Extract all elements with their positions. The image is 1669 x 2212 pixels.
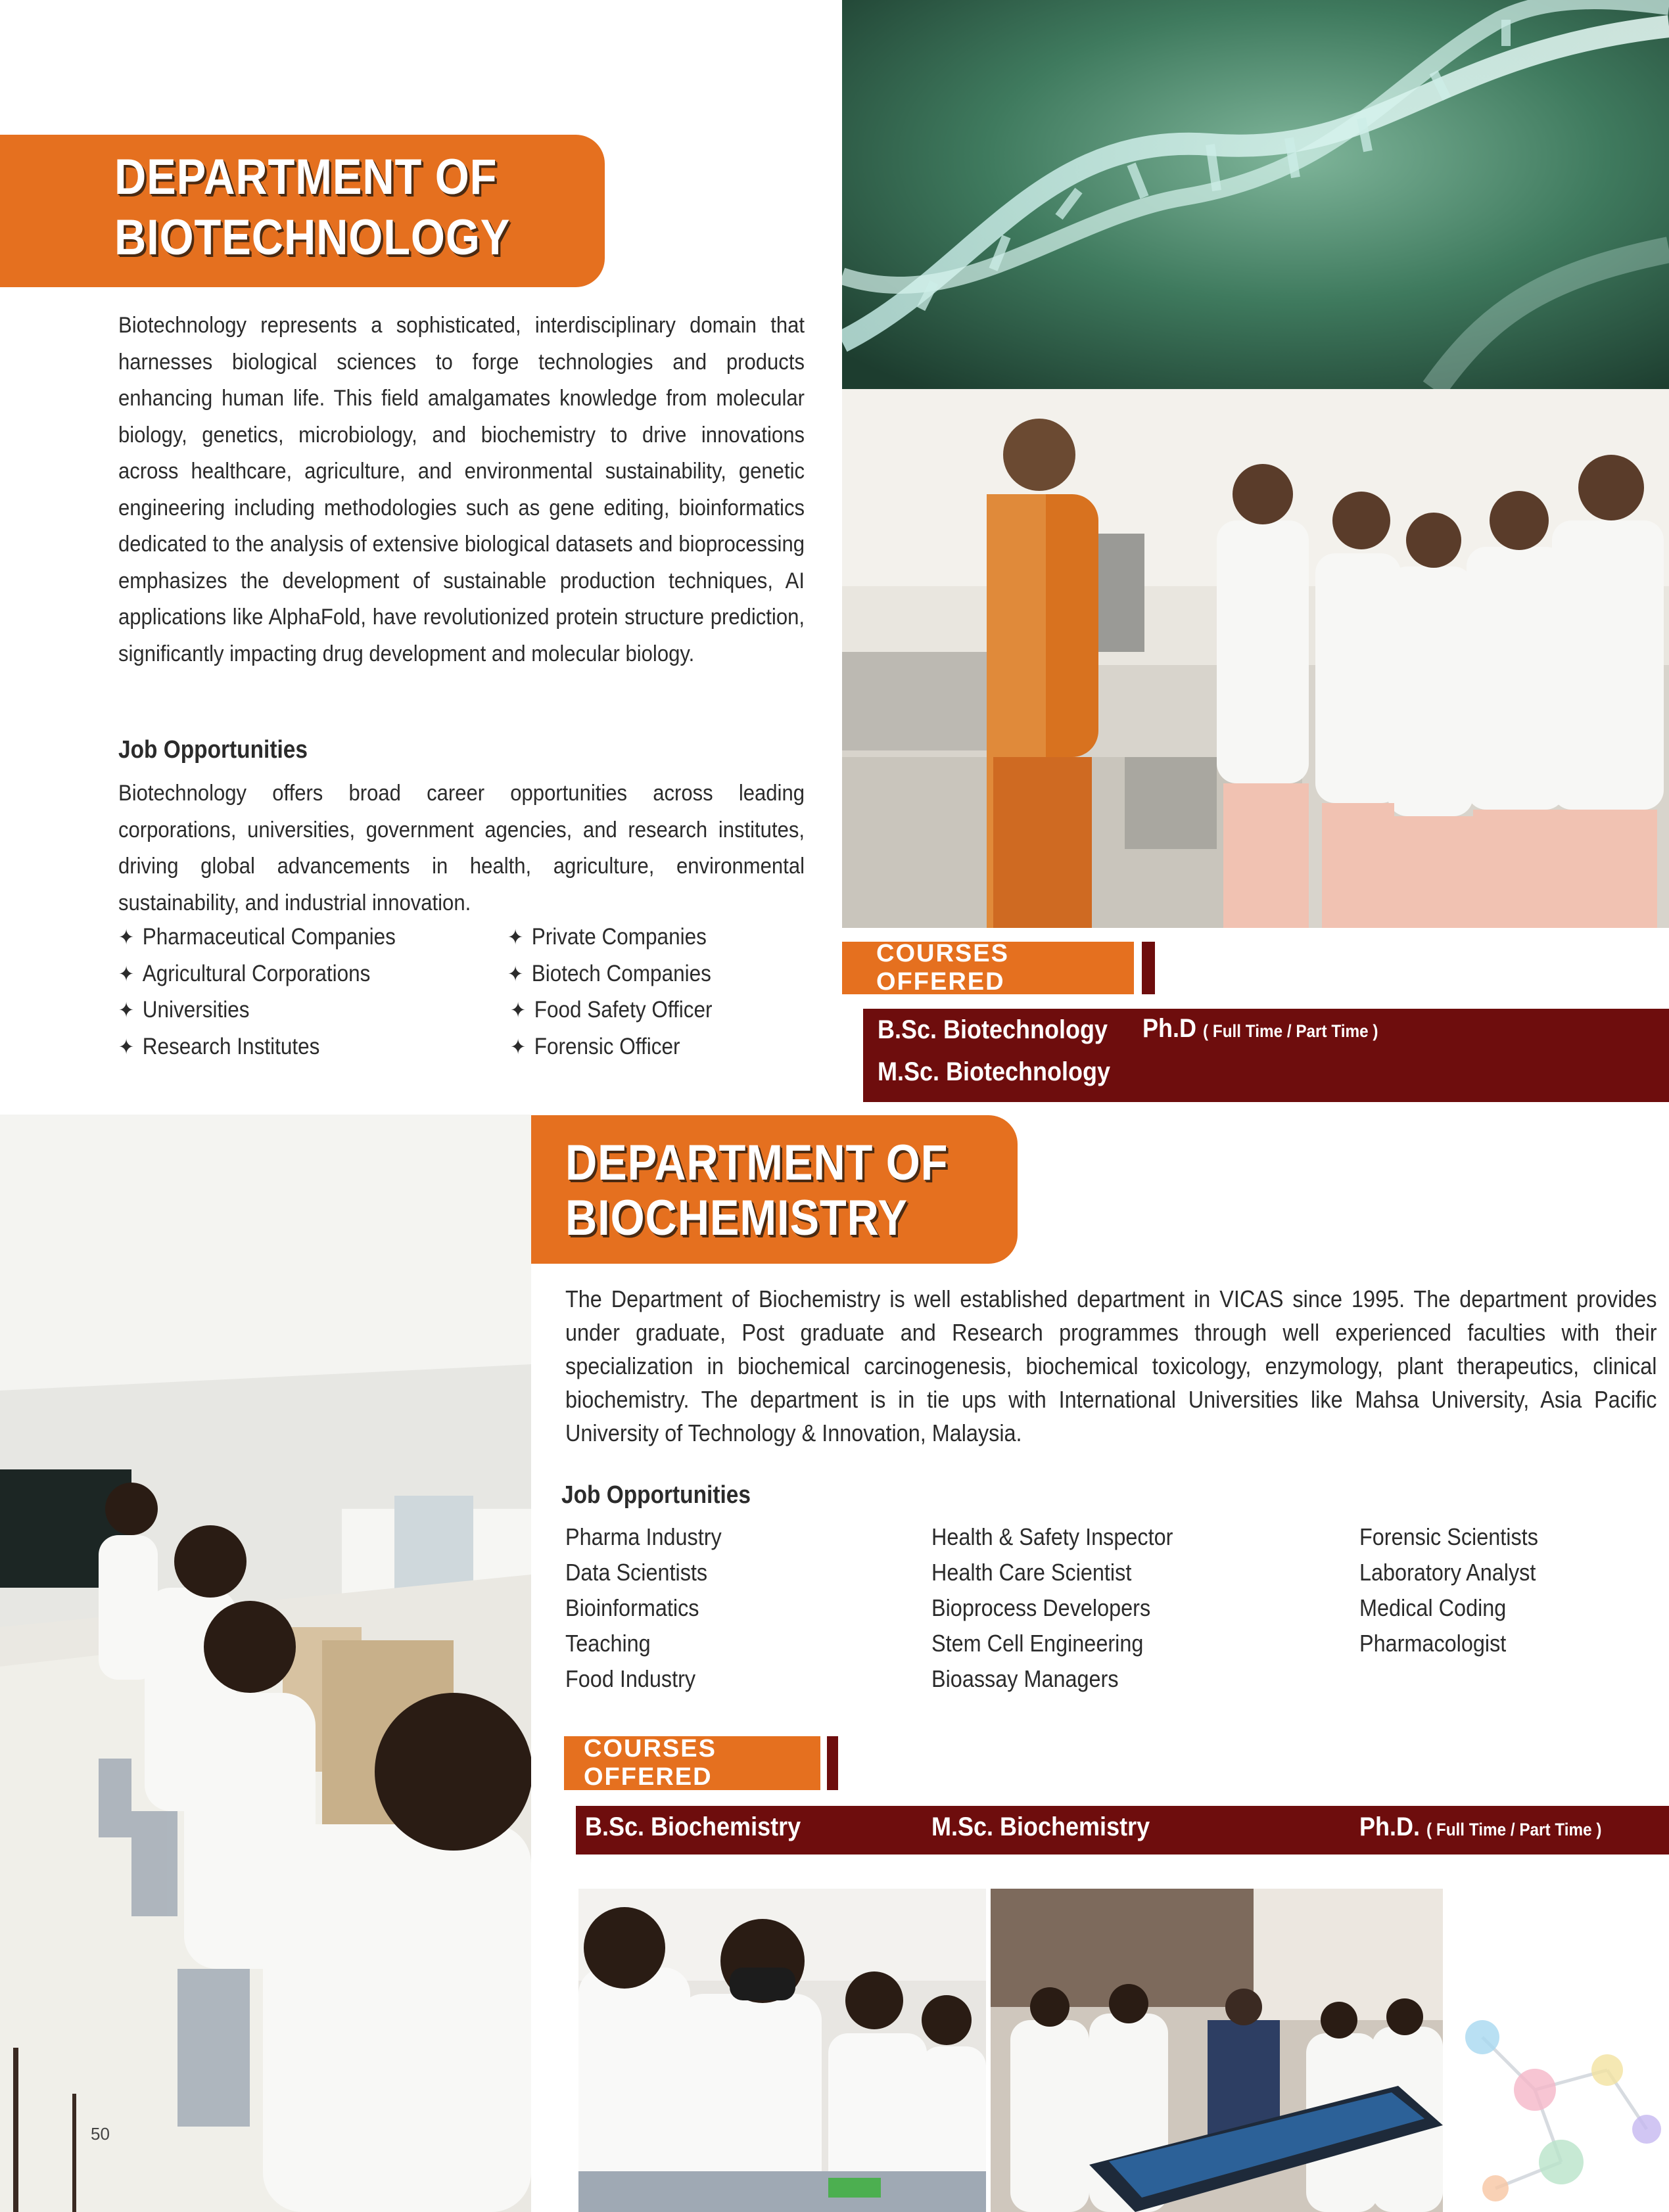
biochem-job-item: Bioinformatics (565, 1594, 699, 1621)
biotech-job-item: ✦ Pharmaceutical Companies (118, 924, 396, 950)
biotech-job-item: ✦ Forensic Officer (510, 1034, 680, 1059)
star-bullet-icon: ✦ (510, 1035, 527, 1059)
biochem-job-item: Teaching (565, 1630, 651, 1657)
star-bullet-icon: ✦ (118, 1035, 135, 1059)
biotech-job-item: ✦ Research Institutes (118, 1034, 320, 1059)
biochem-job-item: Medical Coding (1359, 1594, 1507, 1621)
star-bullet-icon: ✦ (118, 962, 135, 986)
biotech-course-phd: Ph.D ( Full Time / Part Time ) (1142, 1014, 1378, 1043)
star-bullet-icon: ✦ (507, 962, 524, 986)
biotech-title-line1: DEPARTMENT OF (114, 149, 498, 205)
biochem-students-pipetting-photo (578, 1889, 986, 2212)
biotech-description: Biotechnology represents a sophisticated, interdisciplinary domain that harnesses biological sciences to forge technologies and products enhancing human life. This field amalgamates knowledge from molecular biology, genetics, microbiology, and biochemistry to drive innovations across healthcare, agriculture, and environmental sustainability, genetic engineering including methodologies such as gene editing, bioinformatics dedicated to the analysis of extensive biological datasets and bioprocessing emphasizes the development of sustainable production techniques, AI applications like AlphaFold, have revolutionized protein structure prediction, significantly impacting drug development and molecular biology. (118, 313, 805, 666)
biochem-course-bsc: B.Sc. Biochemistry (585, 1812, 801, 1841)
biochem-job-item: Pharmacologist (1359, 1630, 1507, 1657)
biochem-job-item: Pharma Industry (565, 1523, 722, 1550)
biotech-job-item: ✦ Universities (118, 997, 250, 1023)
biochem-title-line2: BIOCHEMISTRY (565, 1190, 908, 1246)
biochem-group-visit-photo (991, 1889, 1443, 2212)
biochem-description: The Department of Biochemistry is well established department in VICAS since 1995. The department provides under graduate, Post graduate and Research programmes through well experienced faculties with their specialization in biochemical carcinogenesis, biochemical toxicology, enzymology, plant therapeutics, clinical biochemistry. The department is in tie ups with International Universities like Mahsa University, Asia Pacific University of Technology & Innovation, Malaysia. (565, 1285, 1657, 1446)
star-bullet-icon: ✦ (118, 925, 135, 949)
courses-label-accent (827, 1736, 838, 1790)
biotech-course-msc: M.Sc. Biotechnology (878, 1057, 1111, 1086)
biochem-job-item: Stem Cell Engineering (931, 1630, 1144, 1657)
biochem-jobs-heading: Job Opportunities (561, 1481, 751, 1509)
biochem-job-item: Health & Safety Inspector (931, 1523, 1173, 1550)
biotech-job-item: ✦ Biotech Companies (507, 961, 711, 986)
biotech-job-item: ✦ Private Companies (507, 924, 707, 950)
biotech-jobs-text: Biotechnology offers broad career opportunities across leading corporations, universities, government agencies, and research institutes, driving global advancements in health, agriculture, environmental sustainability, and industrial innovation. (118, 781, 805, 915)
star-bullet-icon: ✦ (507, 925, 524, 949)
biochem-title-line1: DEPARTMENT OF (565, 1135, 949, 1191)
biotech-courses-label: COURSES OFFERED (842, 942, 1134, 994)
star-bullet-icon: ✦ (510, 998, 527, 1022)
biochem-job-item: Forensic Scientists (1359, 1523, 1538, 1550)
biochem-job-item: Bioprocess Developers (931, 1594, 1151, 1621)
biotech-course-bsc: B.Sc. Biotechnology (878, 1015, 1108, 1044)
biotech-title-line2: BIOTECHNOLOGY (114, 210, 511, 265)
star-bullet-icon: ✦ (118, 998, 135, 1022)
molecule-decoration (1443, 1998, 1669, 2212)
biotech-job-item: ✦ Food Safety Officer (510, 997, 713, 1023)
biochem-job-item: Data Scientists (565, 1559, 708, 1586)
courses-label-accent (1142, 942, 1155, 994)
biochem-job-item: Bioassay Managers (931, 1665, 1119, 1692)
biochem-lab-photo (0, 1115, 531, 2212)
biochem-course-phd: Ph.D. ( Full Time / Part Time ) (1359, 1812, 1602, 1841)
biochem-job-item: Health Care Scientist (931, 1559, 1132, 1586)
biotech-job-item: ✦ Agricultural Corporations (118, 961, 371, 986)
page-number: 50 (91, 2124, 110, 2144)
biotech-lab-photo (842, 389, 1669, 928)
biotech-jobs-heading: Job Opportunities (118, 736, 308, 764)
dna-helix-image (842, 0, 1669, 389)
biochem-course-msc: M.Sc. Biochemistry (931, 1812, 1150, 1841)
biochem-job-item: Laboratory Analyst (1359, 1559, 1536, 1586)
biochem-courses-label: COURSES OFFERED (564, 1736, 820, 1790)
biochem-job-item: Food Industry (565, 1665, 696, 1692)
